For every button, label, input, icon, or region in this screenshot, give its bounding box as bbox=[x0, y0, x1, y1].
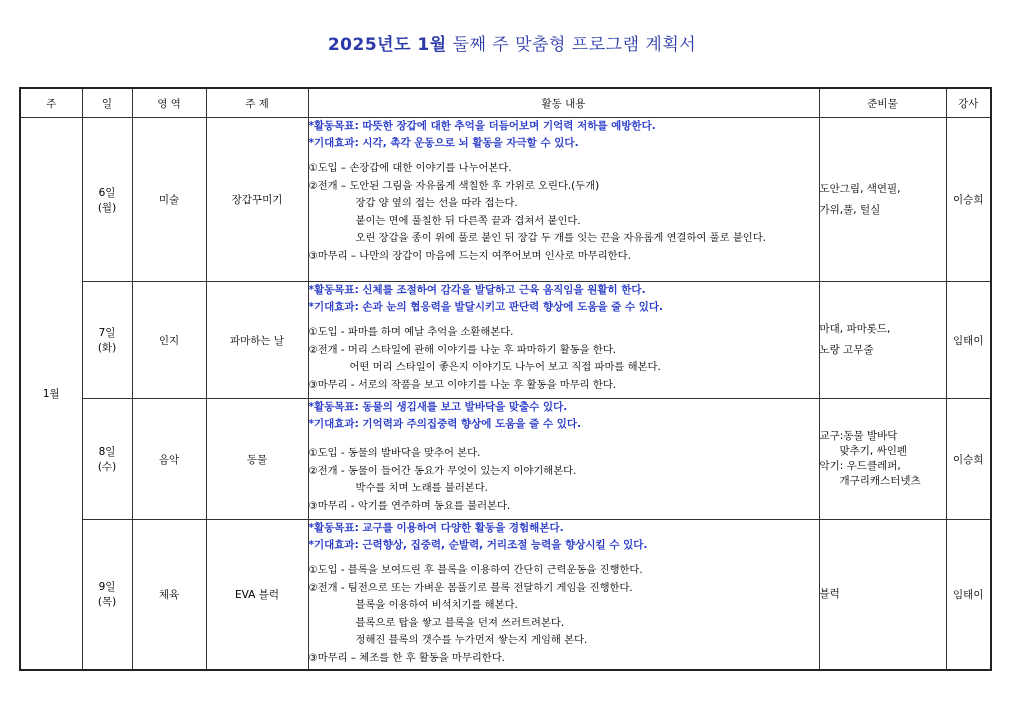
material-line: 개구리캐스터넷츠 bbox=[839, 475, 921, 487]
day-date: 9일 bbox=[98, 581, 116, 594]
step-develop-detail: 정해진 블록의 갯수를 누가먼저 쌓는지 게임해 본다. bbox=[355, 634, 588, 646]
material-line: 마대, 파마롯드, bbox=[819, 323, 891, 335]
table-row bbox=[20, 399, 991, 520]
topic-cell: 파마하는 날 bbox=[206, 282, 308, 399]
table-row bbox=[20, 520, 991, 670]
table-header-row bbox=[20, 88, 991, 118]
teacher-cell: 이승희 bbox=[946, 118, 991, 282]
step-intro: ①도입 - 파마를 하며 예날 추억을 소환해본다. bbox=[308, 326, 514, 338]
area-cell: 인지 bbox=[132, 282, 206, 399]
header-area: 영 역 bbox=[132, 88, 206, 118]
activity-cell bbox=[308, 399, 819, 520]
material-line: 교구:동물 발바닥 bbox=[819, 430, 898, 442]
step-develop-detail: 어떤 머리 스타일이 좋은지 이야기도 나누어 보고 직접 파마를 해본다. bbox=[349, 361, 661, 373]
header-materials: 준비물 bbox=[819, 88, 946, 118]
table-row bbox=[20, 282, 991, 399]
header-day: 일 bbox=[82, 88, 132, 118]
expected-effect: *기대효과: 시각, 촉각 운동으로 뇌 활동을 자극할 수 있다. bbox=[308, 137, 579, 149]
step-intro: ①도입 - 동물의 발바닥을 맞추어 본다. bbox=[308, 447, 481, 459]
material-line: 노랑 고무줄 bbox=[819, 344, 874, 356]
teacher-cell: 임태이 bbox=[946, 282, 991, 399]
page-title bbox=[0, 30, 1024, 55]
material-line: 악기: 우드클레퍼, bbox=[819, 460, 901, 472]
header-teacher: 강사 bbox=[946, 88, 991, 118]
activity-goal: *활동목표: 교구를 이용하여 다양한 활동을 경험해본다. bbox=[308, 522, 564, 534]
day-date: 8일 bbox=[98, 446, 116, 458]
materials-cell bbox=[819, 118, 946, 282]
step-closing: ③마무리 - 악기를 연주하며 동요를 불러본다. bbox=[308, 499, 511, 512]
day-cell bbox=[82, 282, 132, 399]
expected-effect: *기대효과: 근력향상, 집중력, 순발력, 거리조절 능력을 향상시킬 수 있다. bbox=[308, 539, 648, 551]
title-rest: 둘째 주 맞춤형 프로그램 계획서 bbox=[446, 35, 697, 55]
step-closing: ③마무리 – 나만의 장갑이 마음에 드는지 여쭈어보며 인사로 마무리한다. bbox=[308, 249, 631, 262]
step-develop: ②전개 - 동물이 들어간 동요가 무엇이 있는지 이야기해본다. bbox=[308, 464, 577, 477]
activity-goal: *활동목표: 동물의 생김새를 보고 발바닥을 맞출수 있다. bbox=[308, 401, 568, 413]
day-weekday: (화) bbox=[97, 342, 117, 354]
material-line: 가위,풀, 털실 bbox=[819, 203, 881, 216]
material-line: 맞추기, 싸인펜 bbox=[839, 445, 908, 457]
activity-goal: *활동목표: 따뜻한 장갑에 대한 추억을 더듬어보며 기억력 저하를 예방한다. bbox=[308, 120, 656, 132]
header-topic: 주 제 bbox=[206, 88, 308, 118]
step-develop: ②전개 – 도안된 그림을 자유롭게 색칠한 후 가위로 오린다.(두개) bbox=[308, 179, 600, 192]
step-intro: ①도입 - 블록을 보여드린 후 블록을 이용하여 간단히 근력운동을 진행한다. bbox=[308, 564, 643, 576]
step-develop: ②전개 - 팀전으로 또는 가벼운 몸풀기로 블록 전달하기 게임을 진행한다. bbox=[308, 581, 633, 594]
table-row bbox=[20, 118, 991, 282]
area-cell: 체육 bbox=[132, 520, 206, 670]
step-develop-detail: 장갑 양 옆의 접는 선을 따라 접는다. bbox=[355, 197, 518, 209]
day-cell bbox=[82, 118, 132, 282]
month-cell: 1월 bbox=[20, 118, 82, 670]
teacher-cell: 임태이 bbox=[946, 520, 991, 670]
activity-cell bbox=[308, 282, 819, 399]
teacher-cell: 이승희 bbox=[946, 399, 991, 520]
step-develop: ②전개 - 머리 스타일에 관해 이야기를 나눈 후 파마하기 활동을 한다. bbox=[308, 343, 617, 356]
step-develop-detail: 블록으로 탑을 쌓고 블록을 던져 쓰러트려본다. bbox=[355, 616, 565, 629]
step-develop-detail: 블록을 이용하여 비석치기를 해본다. bbox=[355, 599, 518, 611]
day-weekday: (목) bbox=[97, 596, 117, 609]
step-closing: ③마무리 - 서로의 작품을 보고 이야기를 나눈 후 활동을 마무리 한다. bbox=[308, 378, 617, 391]
day-date: 6일 bbox=[98, 186, 116, 199]
area-cell: 음악 bbox=[132, 399, 206, 520]
day-weekday: (수) bbox=[97, 461, 117, 473]
day-cell bbox=[82, 520, 132, 670]
day-date: 7일 bbox=[98, 327, 116, 339]
step-develop-detail: 오린 장갑을 종이 위에 풀로 붙인 뒤 장갑 두 개를 잇는 끈을 자유롭게 연결하여 풀로 붙인다. bbox=[355, 232, 766, 244]
material-line: 블럭 bbox=[819, 587, 840, 600]
step-develop-detail: 박수를 치며 노래를 불러본다. bbox=[355, 482, 488, 494]
material-line: 도안그림, 색연필, bbox=[819, 182, 901, 195]
activity-cell bbox=[308, 520, 819, 670]
area-cell: 미술 bbox=[132, 118, 206, 282]
title-year-month: 2025년도 1월 bbox=[327, 35, 447, 55]
activity-cell bbox=[308, 118, 819, 282]
step-intro: ①도입 – 손장갑에 대한 이야기를 나누어본다. bbox=[308, 162, 512, 174]
day-cell bbox=[82, 399, 132, 520]
day-weekday: (월) bbox=[97, 201, 117, 214]
step-closing: ③마무리 – 체조를 한 후 활동을 마무리한다. bbox=[308, 651, 505, 664]
activity-goal: *활동목표: 신체를 조절하여 감각을 발달하고 근육 움직임을 원활히 한다. bbox=[308, 284, 646, 296]
materials-cell bbox=[819, 282, 946, 399]
topic-cell: EVA 블럭 bbox=[206, 520, 308, 670]
expected-effect: *기대효과: 기억력과 주의집중력 향상에 도움을 줄 수 있다. bbox=[308, 418, 582, 430]
header-week: 주 bbox=[20, 88, 82, 118]
header-activity: 활동 내용 bbox=[308, 88, 819, 118]
materials-cell bbox=[819, 399, 946, 520]
step-develop-detail: 붙이는 면에 풀칠한 뒤 다른쪽 끝과 겹쳐서 붙인다. bbox=[355, 214, 581, 227]
topic-cell: 동물 bbox=[206, 399, 308, 520]
topic-cell: 장갑꾸미기 bbox=[206, 118, 308, 282]
materials-cell bbox=[819, 520, 946, 670]
program-plan-table bbox=[19, 87, 992, 671]
expected-effect: *기대효과: 손과 눈의 협응력을 발달시키고 판단력 향상에 도움을 줄 수 있다. bbox=[308, 301, 664, 313]
